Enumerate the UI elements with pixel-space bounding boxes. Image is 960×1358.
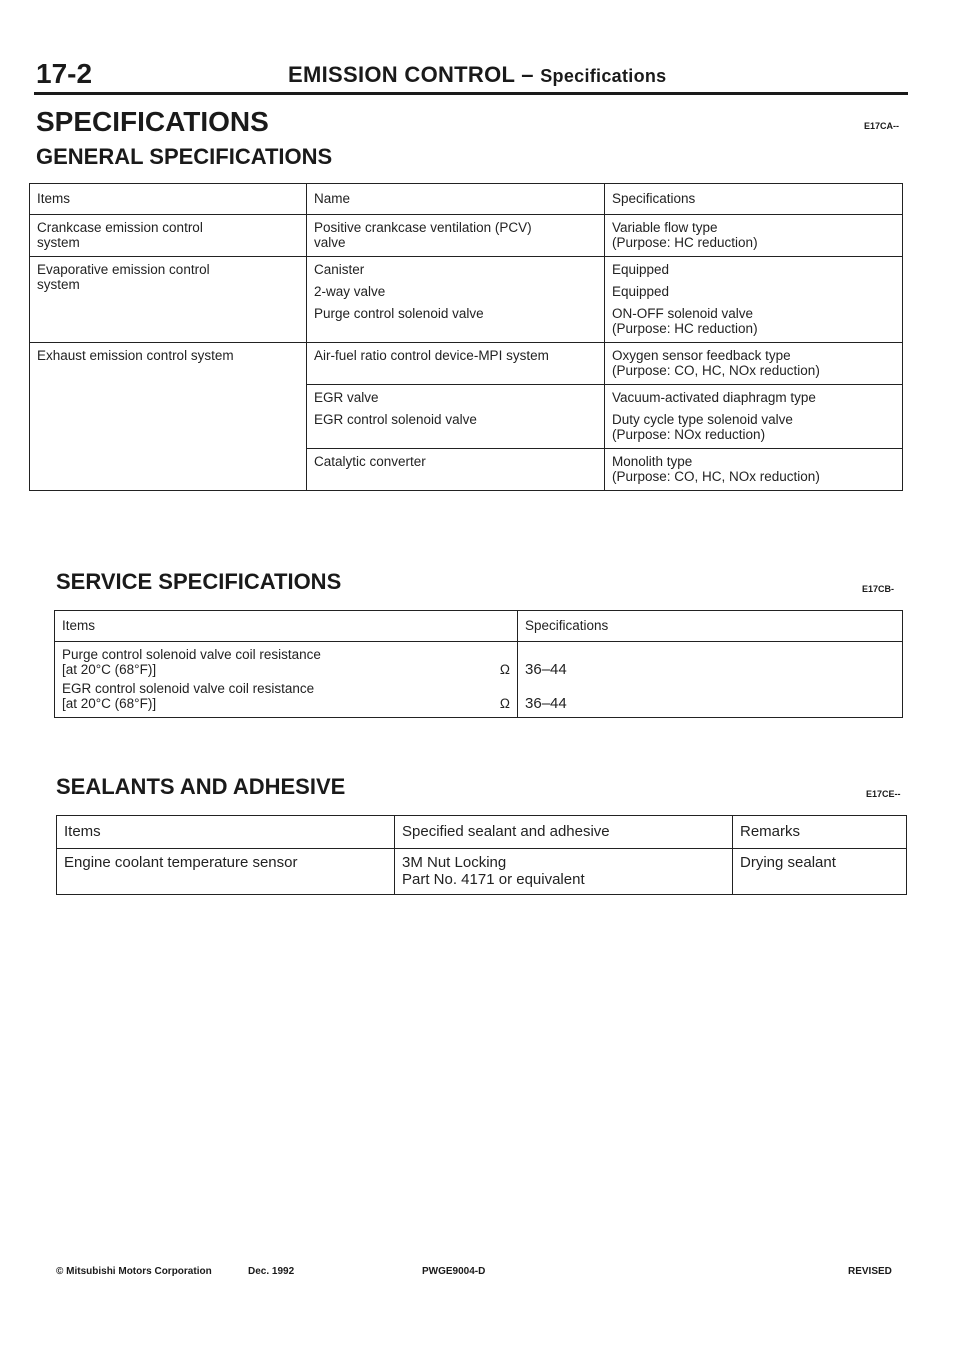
general-specs-title: GENERAL SPECIFICATIONS xyxy=(36,144,333,169)
cell-text: EGR control solenoid valve coil resistance xyxy=(62,681,315,696)
cell-text: 3M Nut Locking xyxy=(402,854,507,871)
table-row xyxy=(30,343,903,385)
cell-text: Exhaust emission control system xyxy=(37,348,234,363)
cell-text: Canister xyxy=(314,262,365,277)
item-cell xyxy=(55,678,467,718)
spec-cell xyxy=(605,257,903,343)
cell-text: Evaporative emission control xyxy=(37,262,210,277)
service-specs-table xyxy=(54,610,903,718)
cell-text: Purge control solenoid valve coil resistance xyxy=(62,647,321,662)
header-rule xyxy=(34,92,908,95)
cell-text: Oxygen sensor feedback type xyxy=(612,348,791,363)
unit-cell: Ω xyxy=(467,678,518,718)
table-row xyxy=(55,642,903,679)
item-cell xyxy=(30,215,307,257)
column-header: Items xyxy=(57,816,395,849)
sealants-code: E17CE-- xyxy=(866,789,901,799)
service-specs-title: SERVICE SPECIFICATIONS xyxy=(56,569,342,594)
name-cell xyxy=(307,449,605,491)
footer-date: Dec. 1992 xyxy=(248,1266,295,1277)
name-cell xyxy=(307,257,605,343)
spec-cell xyxy=(605,215,903,257)
chapter-title xyxy=(288,62,666,88)
cell-text: Catalytic converter xyxy=(314,454,426,469)
cell-text: Crankcase emission control xyxy=(37,220,203,235)
cell-text: Equipped xyxy=(612,284,670,299)
cell-text: (Purpose: HC reduction) xyxy=(612,321,758,336)
value-cell: 36–44 xyxy=(518,678,903,718)
table-header-row xyxy=(57,816,907,849)
cell-text: [at 20°C (68°F)] xyxy=(62,696,157,711)
cell-text: Variable flow type xyxy=(612,220,718,235)
cell-text: (Purpose: CO, HC, NOx reduction) xyxy=(612,469,820,484)
cell-text: Vacuum-activated diaphragm type xyxy=(612,390,816,405)
column-header: Specified sealant and adhesive xyxy=(395,816,733,849)
table-row xyxy=(30,257,903,343)
table-row xyxy=(55,678,903,718)
column-header: Specifications xyxy=(605,184,903,215)
general-specs-table xyxy=(29,183,903,491)
sealant-cell xyxy=(395,849,733,895)
item-cell: Engine coolant temperature sensor xyxy=(57,849,395,895)
name-cell xyxy=(307,343,605,385)
spec-cell xyxy=(605,343,903,385)
service-specs-code: E17CB- xyxy=(862,584,895,594)
table-row xyxy=(57,849,907,895)
cell-text: EGR control solenoid valve xyxy=(314,412,477,427)
name-cell xyxy=(307,385,605,449)
section-code: E17CA-- xyxy=(864,121,900,131)
footer-copyright: © Mitsubishi Motors Corporation xyxy=(56,1266,212,1277)
cell-text: EGR valve xyxy=(314,390,379,405)
table-header-row xyxy=(55,611,903,642)
cell-text: Part No. 4171 or equivalent xyxy=(402,871,585,888)
item-cell xyxy=(30,343,307,491)
column-header: Items xyxy=(30,184,307,215)
sealants-title: SEALANTS AND ADHESIVE xyxy=(56,774,346,799)
cell-text: Purge control solenoid valve xyxy=(314,306,484,321)
cell-text: ON-OFF solenoid valve xyxy=(612,306,754,321)
spec-cell xyxy=(605,385,903,449)
cell-text: [at 20°C (68°F)] xyxy=(62,662,157,677)
item-cell xyxy=(30,257,307,343)
section-title: SPECIFICATIONS xyxy=(36,106,269,137)
column-header: Items xyxy=(55,611,518,642)
sealants-table xyxy=(56,815,907,895)
item-cell xyxy=(55,642,467,679)
footer-doc-code: PWGE9004-D xyxy=(422,1266,486,1277)
cell-text: system xyxy=(37,277,80,292)
unit-cell: Ω xyxy=(467,642,518,679)
spec-cell xyxy=(605,449,903,491)
cell-text: Equipped xyxy=(612,262,670,277)
chapter-title-main: EMISSION CONTROL – xyxy=(288,62,534,87)
cell-text: valve xyxy=(314,235,346,250)
column-header: Name xyxy=(307,184,605,215)
cell-text: system xyxy=(37,235,80,250)
column-header: Specifications xyxy=(518,611,903,642)
table-row xyxy=(30,215,903,257)
page-number: 17-2 xyxy=(36,58,93,89)
cell-text: Air-fuel ratio control device-MPI system xyxy=(314,348,549,363)
remarks-cell: Drying sealant xyxy=(733,849,907,895)
column-header: Remarks xyxy=(733,816,907,849)
chapter-subtitle: Specifications xyxy=(540,66,667,86)
cell-text: Duty cycle type solenoid valve xyxy=(612,412,793,427)
value-cell: 36–44 xyxy=(518,642,903,679)
cell-text: (Purpose: HC reduction) xyxy=(612,235,758,250)
cell-text: 2-way valve xyxy=(314,284,386,299)
cell-text: Positive crankcase ventilation (PCV) xyxy=(314,220,532,235)
footer-status: REVISED xyxy=(848,1266,892,1277)
name-cell xyxy=(307,215,605,257)
cell-text: (Purpose: NOx reduction) xyxy=(612,427,766,442)
cell-text: (Purpose: CO, HC, NOx reduction) xyxy=(612,363,820,378)
table-header-row xyxy=(30,184,903,215)
cell-text: Monolith type xyxy=(612,454,693,469)
